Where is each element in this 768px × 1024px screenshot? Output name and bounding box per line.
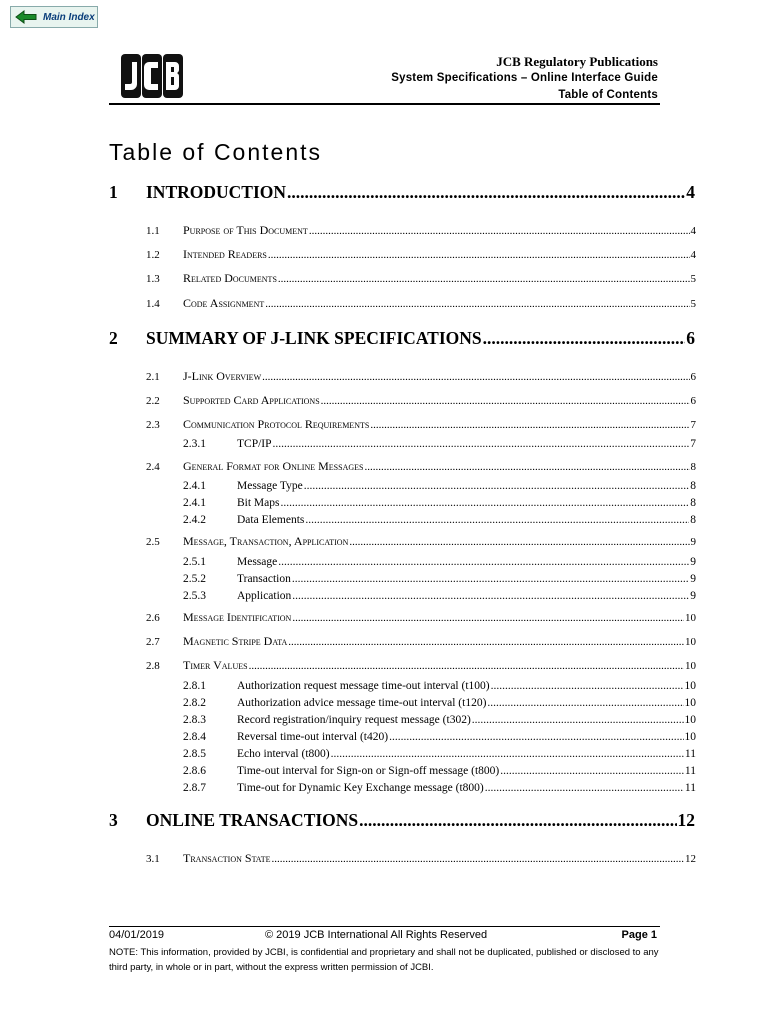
toc-entry[interactable]: 2.3.1 TCP/IP ..... 7: [183, 438, 696, 450]
toc-entry[interactable]: 2.5.2 Transaction ..... 9: [183, 573, 696, 585]
running-header: [391, 54, 658, 104]
toc-entry[interactable]: 2.4.1 Message Type ..... 8: [183, 480, 696, 492]
toc-entry[interactable]: 1.4 Code Assignment ..... 5: [146, 296, 696, 311]
header-doc: System Specifications – Online Interface Guide: [391, 72, 658, 84]
toc-entry[interactable]: 2.5.1 Message ..... 9: [183, 556, 696, 568]
footer-date: 04/01/2019: [109, 929, 165, 941]
confidentiality-note: NOTE: This information, provided by JCBI, is confidential and proprietary and shall not be duplicated, published or disclosed to any third party, in whole or in part, without the express written permission of JCBI.: [109, 947, 659, 973]
toc-entry[interactable]: 2.3 Communication Protocol Requirements ..... 7: [146, 417, 696, 432]
toc-entry[interactable]: 2.8.6 Time-out interval for Sign-on or Sign-off message (t800) ..... 11: [183, 765, 696, 777]
toc-entry[interactable]: 2.5.3 Application ..... 9: [183, 590, 696, 602]
toc-entry[interactable]: 2 SUMMARY OF J-LINK SPECIFICATIONS ..... 6: [109, 328, 695, 349]
toc-entry[interactable]: 2.4.1 Bit Maps ..... 8: [183, 497, 696, 509]
toc-entry[interactable]: 1.2 Intended Readers ..... 4: [146, 247, 696, 262]
toc-entry[interactable]: 1.3 Related Documents ..... 5: [146, 271, 696, 286]
footer-page-number: Page 1: [621, 929, 657, 941]
toc-entry[interactable]: 2.8.2 Authorization advice message time-out interval (t120) ..... 10: [183, 697, 696, 709]
header-org: JCB Regulatory Publications: [496, 54, 658, 69]
arrow-left-icon: [15, 10, 37, 24]
toc-entry[interactable]: 2.8.7 Time-out for Dynamic Key Exchange message (t800) ..... 11: [183, 782, 696, 794]
toc-entry[interactable]: 1 INTRODUCTION ..... 4: [109, 182, 695, 203]
jcb-logo: [121, 54, 183, 103]
toc-entry[interactable]: 2.8.5 Echo interval (t800) ..... 11: [183, 748, 696, 760]
toc-entry[interactable]: 2.8.3 Record registration/inquiry request message (t302) ..... 10: [183, 714, 696, 726]
toc-entry[interactable]: 2.6 Message Identification ..... 10: [146, 610, 696, 625]
header-rule: [109, 103, 660, 105]
toc-entry[interactable]: 1.1 Purpose of This Document ..... 4: [146, 223, 696, 238]
main-index-button[interactable]: [10, 6, 98, 28]
toc-entry[interactable]: 3 ONLINE TRANSACTIONS ..... 12: [109, 810, 695, 831]
toc-entry[interactable]: 2.4.2 Data Elements ..... 8: [183, 514, 696, 526]
toc-entry[interactable]: 3.1 Transaction State ..... 12: [146, 851, 696, 866]
toc-entry[interactable]: 2.8.4 Reversal time-out interval (t420) ..... 10: [183, 731, 696, 743]
toc-entry[interactable]: 2.8.1 Authorization request message time-out interval (t100) ..... 10: [183, 680, 696, 692]
header-section: Table of Contents: [558, 89, 658, 101]
toc-entry[interactable]: 2.7 Magnetic Stripe Data ..... 10: [146, 634, 696, 649]
toc-entry[interactable]: 2.1 J-Link Overview ..... 6: [146, 369, 696, 384]
main-index-label: Main Index: [43, 11, 95, 23]
toc-entry[interactable]: 2.8 Timer Values ..... 10: [146, 658, 696, 673]
toc-entry[interactable]: 2.5 Message, Transaction, Application ..... 9: [146, 534, 696, 549]
page-title: Table of Contents: [109, 139, 323, 165]
toc-entry[interactable]: 2.2 Supported Card Applications ..... 6: [146, 393, 696, 408]
footer-rule: [109, 926, 660, 927]
footer-copyright: © 2019 JCB International All Rights Reserved: [265, 929, 488, 941]
toc-entry[interactable]: 2.4 General Format for Online Messages ..... 8: [146, 459, 696, 474]
